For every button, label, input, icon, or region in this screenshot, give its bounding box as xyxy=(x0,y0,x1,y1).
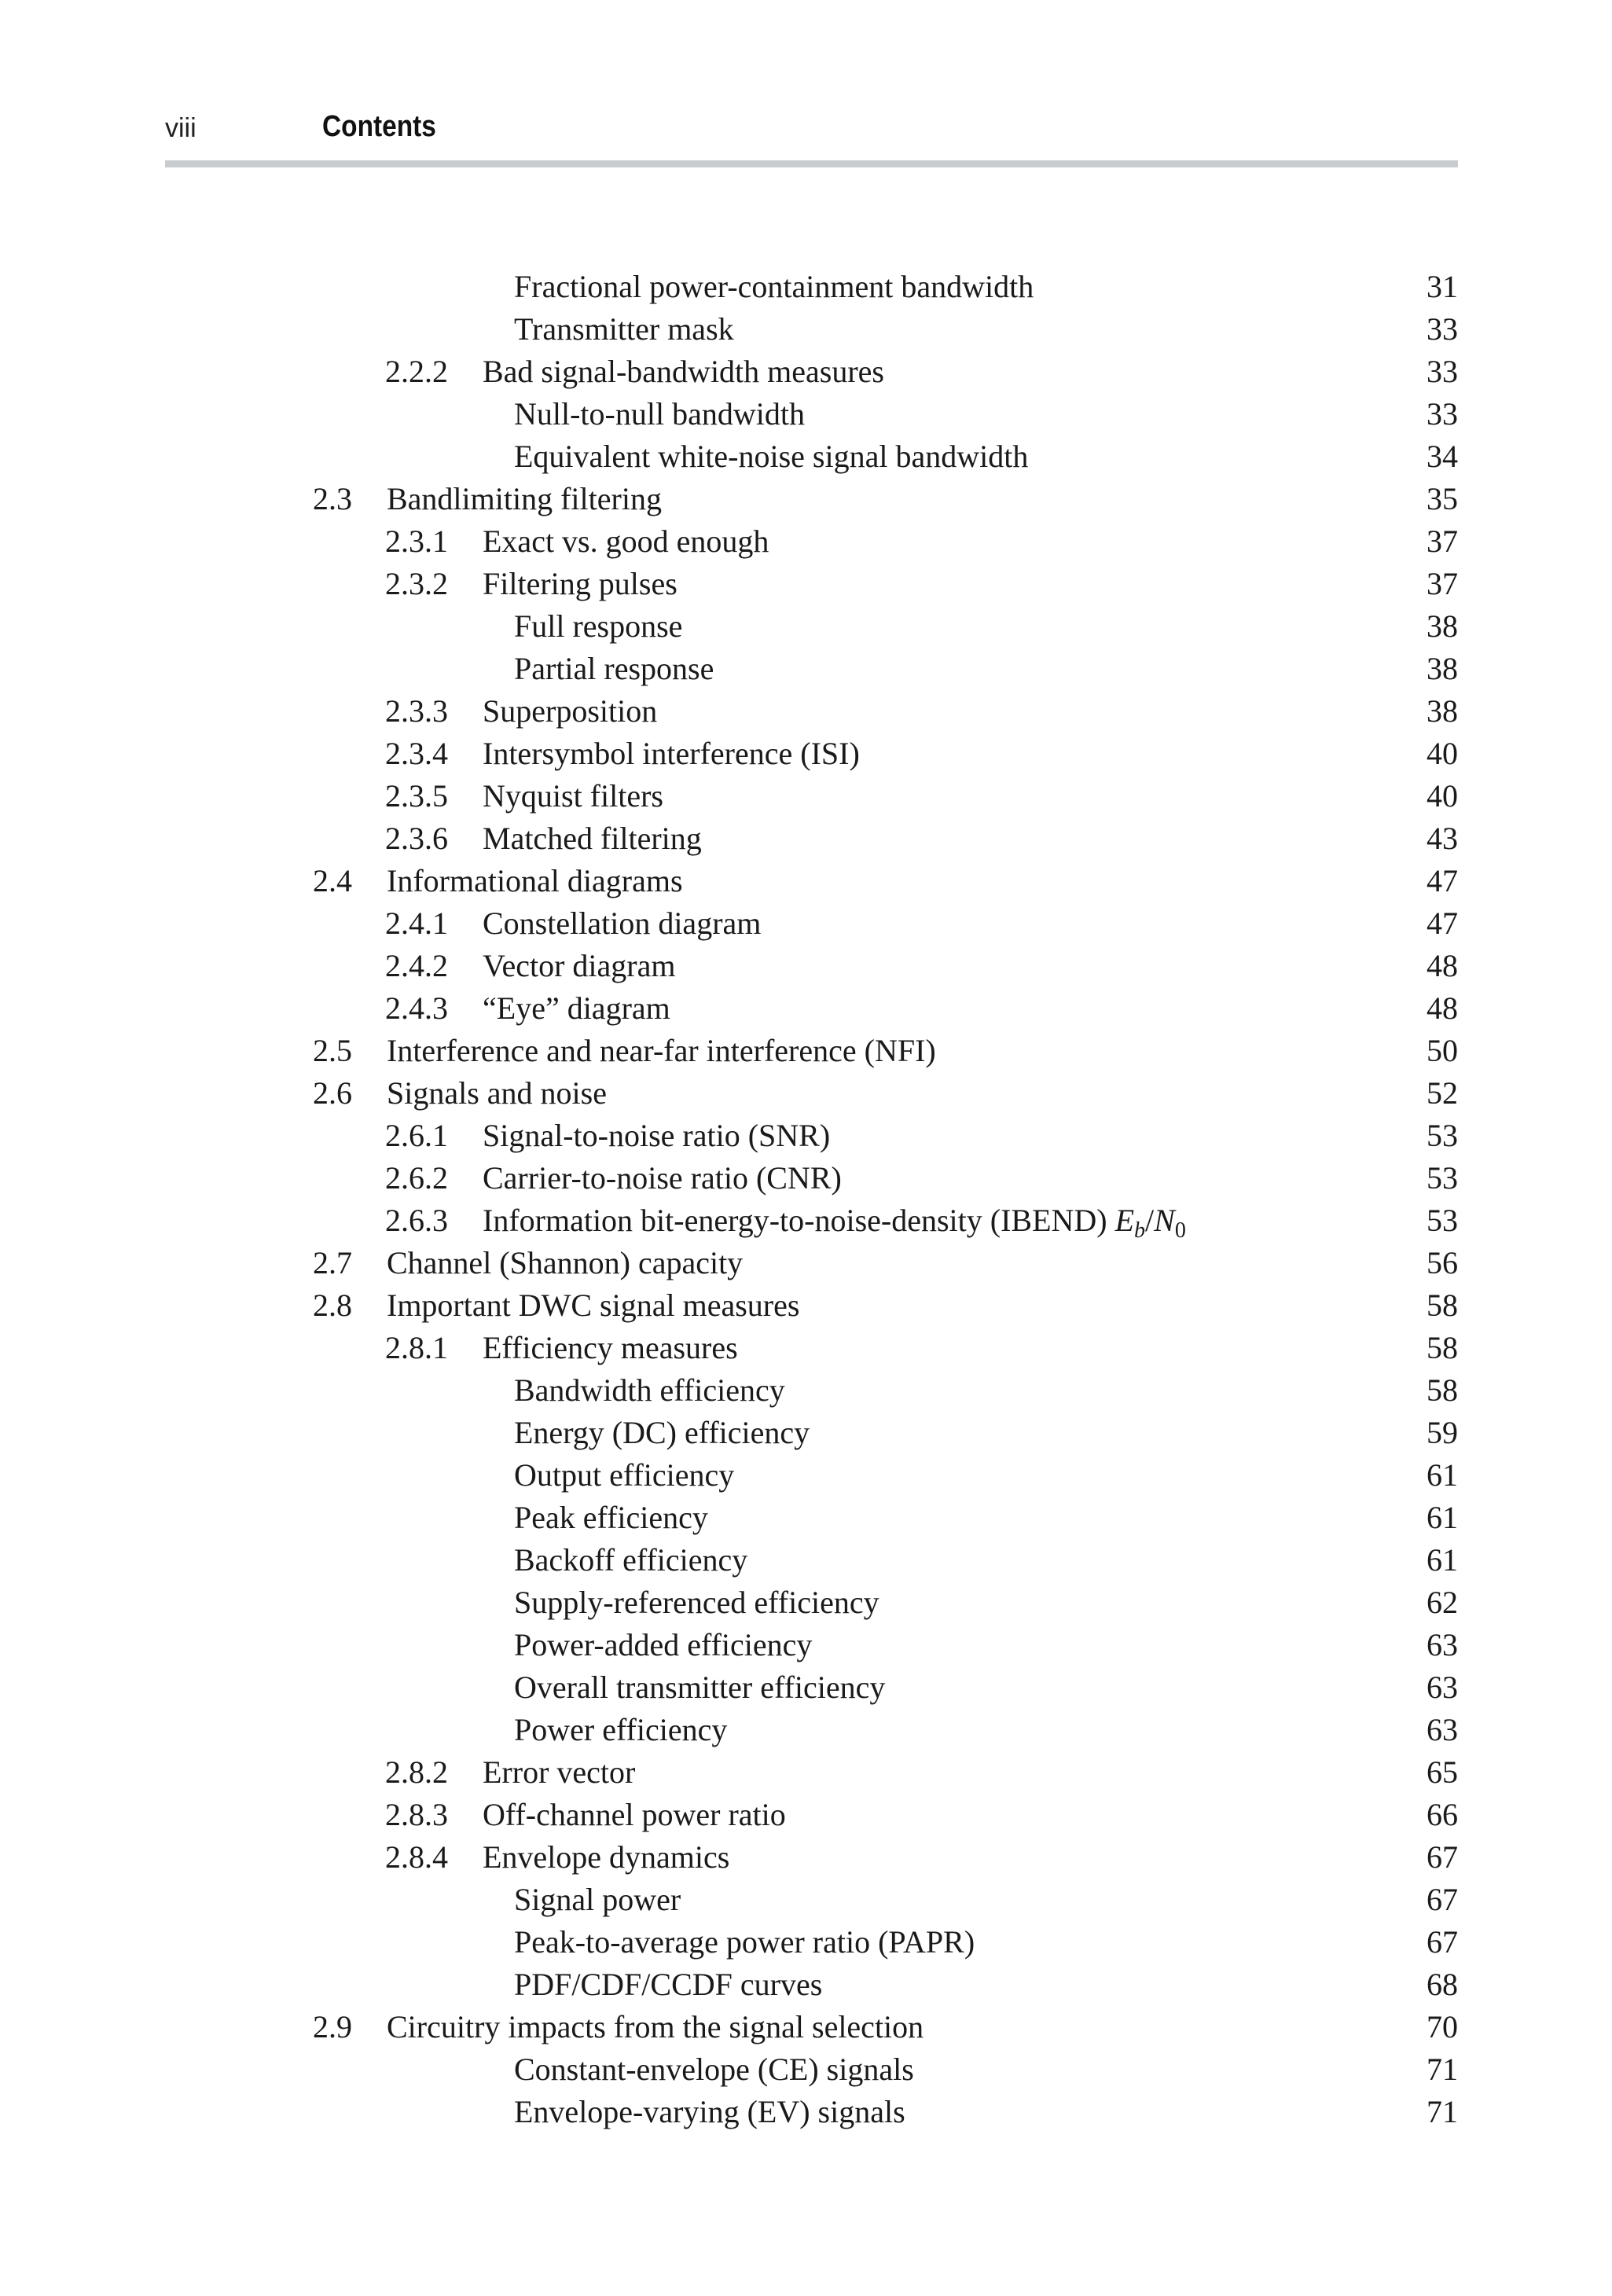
toc-entry-page-number: 52 xyxy=(1427,1075,1458,1111)
toc-entry-title xyxy=(483,1327,738,1369)
toc-entry xyxy=(0,817,1612,860)
toc-entry-number: 2.2.2 xyxy=(385,354,448,389)
toc-entry-title-text: Power-added efficiency xyxy=(514,1627,813,1662)
toc-entry-title-text: Fractional power-containment bandwidth xyxy=(514,269,1034,304)
toc-entry-number: 2.3.3 xyxy=(385,693,448,729)
toc-entry-title-text: Carrier-to-noise ratio (CNR) xyxy=(483,1160,842,1196)
toc-entry-title-text: Superposition xyxy=(483,693,658,729)
toc-entry-page-number: 56 xyxy=(1427,1245,1458,1280)
toc-entry-title xyxy=(483,945,675,987)
toc-entry-title-text: Envelope-varying (EV) signals xyxy=(514,2094,905,2129)
toc-entry xyxy=(0,1030,1612,1072)
toc-entry-title-text: Peak efficiency xyxy=(514,1500,708,1535)
toc-entry-page-number: 37 xyxy=(1427,523,1458,559)
toc-entry xyxy=(0,435,1612,478)
toc-entry xyxy=(0,351,1612,393)
toc-entry-title-text: Informational diagrams xyxy=(387,863,683,898)
toc-entry-title xyxy=(483,351,884,393)
toc-entry xyxy=(0,1624,1612,1666)
toc-entry xyxy=(0,1666,1612,1709)
toc-entry xyxy=(0,1581,1612,1624)
toc-entry-page-number: 40 xyxy=(1427,736,1458,771)
toc-entry-number: 2.8 xyxy=(313,1288,352,1323)
toc-entry-title xyxy=(514,1879,681,1921)
toc-entry-page-number: 59 xyxy=(1427,1415,1458,1450)
toc-entry-title xyxy=(387,1030,936,1072)
toc-entry xyxy=(0,648,1612,690)
toc-entry-number: 2.3.1 xyxy=(385,523,448,559)
toc-entry-page-number: 66 xyxy=(1427,1797,1458,1832)
toc-entry-title xyxy=(514,1921,975,1964)
toc-entry xyxy=(0,690,1612,733)
toc-entry-page-number: 67 xyxy=(1427,1839,1458,1875)
table-of-contents xyxy=(0,266,1612,2133)
toc-entry-number: 2.5 xyxy=(313,1033,352,1068)
toc-entry xyxy=(0,2091,1612,2133)
toc-entry-number: 2.7 xyxy=(313,1245,352,1280)
toc-entry xyxy=(0,1412,1612,1454)
toc-entry-title-text: Interference and near-far interference (NFI) xyxy=(387,1033,936,1068)
toc-entry-title xyxy=(483,1115,830,1157)
toc-entry-title xyxy=(387,478,662,520)
toc-entry-number: 2.8.3 xyxy=(385,1797,448,1832)
toc-entry xyxy=(0,1879,1612,1921)
toc-entry-title xyxy=(514,1539,747,1581)
toc-entry xyxy=(0,1454,1612,1497)
toc-entry-number: 2.4.1 xyxy=(385,906,448,941)
toc-entry-title-text: Channel (Shannon) capacity xyxy=(387,1245,744,1280)
toc-entry-title-text: Full response xyxy=(514,608,683,644)
toc-entry-title-text: Information bit-energy-to-noise-density (IBEND) xyxy=(483,1203,1115,1238)
toc-entry xyxy=(0,393,1612,435)
toc-entry-title-text: Overall transmitter efficiency xyxy=(514,1670,886,1705)
formula-N: N xyxy=(1154,1203,1175,1238)
toc-entry xyxy=(0,860,1612,902)
toc-entry-title xyxy=(514,1624,812,1666)
toc-entry xyxy=(0,563,1612,605)
toc-entry-title-text: Null-to-null bandwidth xyxy=(514,396,805,432)
toc-entry-title xyxy=(483,563,677,605)
toc-entry xyxy=(0,1369,1612,1412)
toc-entry-title-text: Peak-to-average power ratio (PAPR) xyxy=(514,1924,975,1960)
toc-entry xyxy=(0,308,1612,351)
toc-entry-title xyxy=(514,1454,734,1497)
toc-entry xyxy=(0,2048,1612,2091)
toc-entry-number: 2.3.6 xyxy=(385,821,448,856)
toc-entry-title-text: Constant-envelope (CE) signals xyxy=(514,2052,914,2087)
toc-entry-title xyxy=(514,1666,885,1709)
toc-entry-page-number: 53 xyxy=(1427,1118,1458,1153)
toc-entry-title xyxy=(514,1369,785,1412)
toc-entry-page-number: 33 xyxy=(1427,396,1458,432)
toc-entry xyxy=(0,1964,1612,2006)
toc-entry xyxy=(0,1497,1612,1539)
toc-entry-page-number: 65 xyxy=(1427,1754,1458,1790)
toc-entry-title-text: Supply-referenced efficiency xyxy=(514,1585,879,1620)
toc-entry xyxy=(0,1115,1612,1157)
toc-entry-title xyxy=(483,1751,635,1794)
toc-entry xyxy=(0,478,1612,520)
toc-entry-page-number: 63 xyxy=(1427,1670,1458,1705)
toc-entry-title xyxy=(514,393,805,435)
toc-entry-title xyxy=(387,1242,743,1284)
toc-entry-number: 2.9 xyxy=(313,2009,352,2044)
page-folio: viii xyxy=(165,113,196,143)
toc-entry-title-text: Bandwidth efficiency xyxy=(514,1372,785,1408)
toc-entry-title-text: Backoff efficiency xyxy=(514,1542,748,1578)
toc-entry-page-number: 71 xyxy=(1427,2052,1458,2087)
toc-entry-title xyxy=(483,817,702,860)
toc-entry-title xyxy=(483,733,860,775)
toc-entry-number: 2.8.2 xyxy=(385,1754,448,1790)
toc-entry-title-text: Signal-to-noise ratio (SNR) xyxy=(483,1118,831,1153)
toc-entry xyxy=(0,902,1612,945)
toc-entry xyxy=(0,1539,1612,1581)
toc-entry-title xyxy=(483,520,769,563)
toc-entry-title xyxy=(483,902,761,945)
toc-entry xyxy=(0,520,1612,563)
toc-entry-page-number: 63 xyxy=(1427,1712,1458,1747)
toc-entry-title-text: Important DWC signal measures xyxy=(387,1288,800,1323)
toc-entry-title-text: PDF/CDF/CCDF curves xyxy=(514,1967,823,2002)
toc-entry-title-text: Off-channel power ratio xyxy=(483,1797,786,1832)
toc-entry-title-text: Output efficiency xyxy=(514,1457,735,1493)
toc-entry-title-text: Efficiency measures xyxy=(483,1330,738,1365)
toc-entry-title xyxy=(514,2091,905,2133)
toc-entry-number: 2.6.2 xyxy=(385,1160,448,1196)
toc-entry-title-text: Filtering pulses xyxy=(483,566,677,601)
toc-entry-title-text: Vector diagram xyxy=(483,948,676,983)
toc-entry-number: 2.8.4 xyxy=(385,1839,448,1875)
toc-entry-title-text: Transmitter mask xyxy=(514,311,734,347)
toc-entry-title xyxy=(483,1794,786,1836)
toc-entry-page-number: 47 xyxy=(1427,906,1458,941)
toc-entry-title-text: Energy (DC) efficiency xyxy=(514,1415,810,1450)
toc-entry-title-text: Signals and noise xyxy=(387,1075,607,1111)
toc-entry-number: 2.4.3 xyxy=(385,990,448,1026)
toc-entry-page-number: 40 xyxy=(1427,778,1458,814)
toc-entry xyxy=(0,1751,1612,1794)
toc-entry-title-text: Equivalent white-noise signal bandwidth xyxy=(514,439,1029,474)
toc-entry-page-number: 48 xyxy=(1427,948,1458,983)
running-head-title: Contents xyxy=(322,110,436,143)
toc-entry-page-number: 67 xyxy=(1427,1882,1458,1917)
toc-entry-page-number: 34 xyxy=(1427,439,1458,474)
toc-entry-page-number: 38 xyxy=(1427,608,1458,644)
toc-entry-page-number: 61 xyxy=(1427,1500,1458,1535)
toc-entry-title xyxy=(514,1497,708,1539)
toc-entry-title-text: Circuitry impacts from the signal selection xyxy=(387,2009,924,2044)
toc-entry-title xyxy=(514,1964,822,2006)
toc-entry-page-number: 58 xyxy=(1427,1288,1458,1323)
toc-entry xyxy=(0,1157,1612,1199)
toc-entry xyxy=(0,1836,1612,1879)
toc-entry-page-number: 71 xyxy=(1427,2094,1458,2129)
toc-entry-title xyxy=(514,266,1034,308)
toc-entry-title xyxy=(514,1709,727,1751)
toc-entry-page-number: 37 xyxy=(1427,566,1458,601)
toc-entry-page-number: 35 xyxy=(1427,481,1458,516)
eb-n0-formula xyxy=(1114,1203,1186,1243)
toc-entry-page-number: 33 xyxy=(1427,354,1458,389)
toc-entry-page-number: 67 xyxy=(1427,1924,1458,1960)
toc-entry-title-text: Intersymbol interference (ISI) xyxy=(483,736,860,771)
toc-entry-page-number: 61 xyxy=(1427,1457,1458,1493)
toc-entry-number: 2.4.2 xyxy=(385,948,448,983)
toc-entry xyxy=(0,1284,1612,1327)
toc-entry xyxy=(0,266,1612,308)
toc-entry-page-number: 48 xyxy=(1427,990,1458,1026)
toc-entry-page-number: 50 xyxy=(1427,1033,1458,1068)
toc-entry-page-number: 61 xyxy=(1427,1542,1458,1578)
toc-entry-title xyxy=(483,775,663,817)
toc-entry-title-text: Signal power xyxy=(514,1882,681,1917)
toc-entry-title xyxy=(387,2006,924,2048)
toc-entry xyxy=(0,1199,1612,1242)
toc-entry-page-number: 33 xyxy=(1427,311,1458,347)
toc-entry-title xyxy=(387,1072,607,1115)
toc-entry-page-number: 38 xyxy=(1427,693,1458,729)
toc-entry-title-text: Envelope dynamics xyxy=(483,1839,730,1875)
toc-entry xyxy=(0,1794,1612,1836)
toc-entry-page-number: 43 xyxy=(1427,821,1458,856)
toc-entry-page-number: 31 xyxy=(1427,269,1458,304)
toc-entry-title-text: Bandlimiting filtering xyxy=(387,481,662,516)
toc-entry-number: 2.3 xyxy=(313,481,352,516)
toc-entry xyxy=(0,945,1612,987)
toc-entry-title-text: Bad signal-bandwidth measures xyxy=(483,354,884,389)
toc-entry-title-text: “Eye” diagram xyxy=(483,990,670,1026)
toc-entry-title xyxy=(387,860,683,902)
toc-entry xyxy=(0,605,1612,648)
running-head xyxy=(165,110,1454,148)
toc-entry-title xyxy=(514,308,734,351)
toc-entry xyxy=(0,1709,1612,1751)
toc-entry-number: 2.6.3 xyxy=(385,1203,448,1238)
toc-entry-title xyxy=(483,987,670,1030)
toc-entry-page-number: 58 xyxy=(1427,1330,1458,1365)
toc-entry-number: 2.4 xyxy=(313,863,352,898)
toc-entry xyxy=(0,775,1612,817)
toc-entry-title xyxy=(514,648,714,690)
toc-entry-title-text: Constellation diagram xyxy=(483,906,762,941)
toc-entry-page-number: 47 xyxy=(1427,863,1458,898)
toc-entry-page-number: 70 xyxy=(1427,2009,1458,2044)
toc-entry-title-text: Error vector xyxy=(483,1754,636,1790)
toc-entry-title xyxy=(483,1836,729,1879)
toc-entry-page-number: 58 xyxy=(1427,1372,1458,1408)
toc-entry-page-number: 53 xyxy=(1427,1203,1458,1238)
toc-entry xyxy=(0,987,1612,1030)
toc-entry-number: 2.3.5 xyxy=(385,778,448,814)
toc-entry-number: 2.3.4 xyxy=(385,736,448,771)
toc-entry-title xyxy=(387,1284,799,1327)
header-rule xyxy=(165,160,1458,167)
toc-entry xyxy=(0,1921,1612,1964)
toc-entry-title xyxy=(514,1581,879,1624)
toc-entry-page-number: 63 xyxy=(1427,1627,1458,1662)
toc-entry xyxy=(0,1242,1612,1284)
toc-entry-page-number: 62 xyxy=(1427,1585,1458,1620)
formula-subscript-b: b xyxy=(1134,1218,1146,1243)
toc-entry xyxy=(0,2006,1612,2048)
toc-entry-title xyxy=(483,1157,842,1199)
toc-entry-title xyxy=(514,2048,914,2091)
toc-entry-title xyxy=(514,605,682,648)
toc-entry-title-text: Nyquist filters xyxy=(483,778,663,814)
toc-entry-page-number: 68 xyxy=(1427,1967,1458,2002)
toc-entry-page-number: 38 xyxy=(1427,651,1458,686)
toc-entry-number: 2.6 xyxy=(313,1075,352,1111)
formula-E: E xyxy=(1114,1203,1135,1238)
toc-entry-title xyxy=(514,1412,810,1454)
formula-subscript-0: 0 xyxy=(1174,1218,1186,1243)
toc-entry-title-text: Matched filtering xyxy=(483,821,702,856)
toc-entry-number: 2.6.1 xyxy=(385,1118,448,1153)
toc-entry-title-text: Partial response xyxy=(514,651,714,686)
toc-entry xyxy=(0,1327,1612,1369)
toc-entry-page-number: 53 xyxy=(1427,1160,1458,1196)
formula-slash: / xyxy=(1145,1203,1155,1238)
toc-entry-number: 2.3.2 xyxy=(385,566,448,601)
toc-entry xyxy=(0,733,1612,775)
toc-entry-title-text: Exact vs. good enough xyxy=(483,523,769,559)
toc-entry xyxy=(0,1072,1612,1115)
toc-entry-title xyxy=(483,690,657,733)
toc-entry-title-text: Power efficiency xyxy=(514,1712,728,1747)
toc-entry-title xyxy=(514,435,1028,478)
toc-entry-number: 2.8.1 xyxy=(385,1330,448,1365)
